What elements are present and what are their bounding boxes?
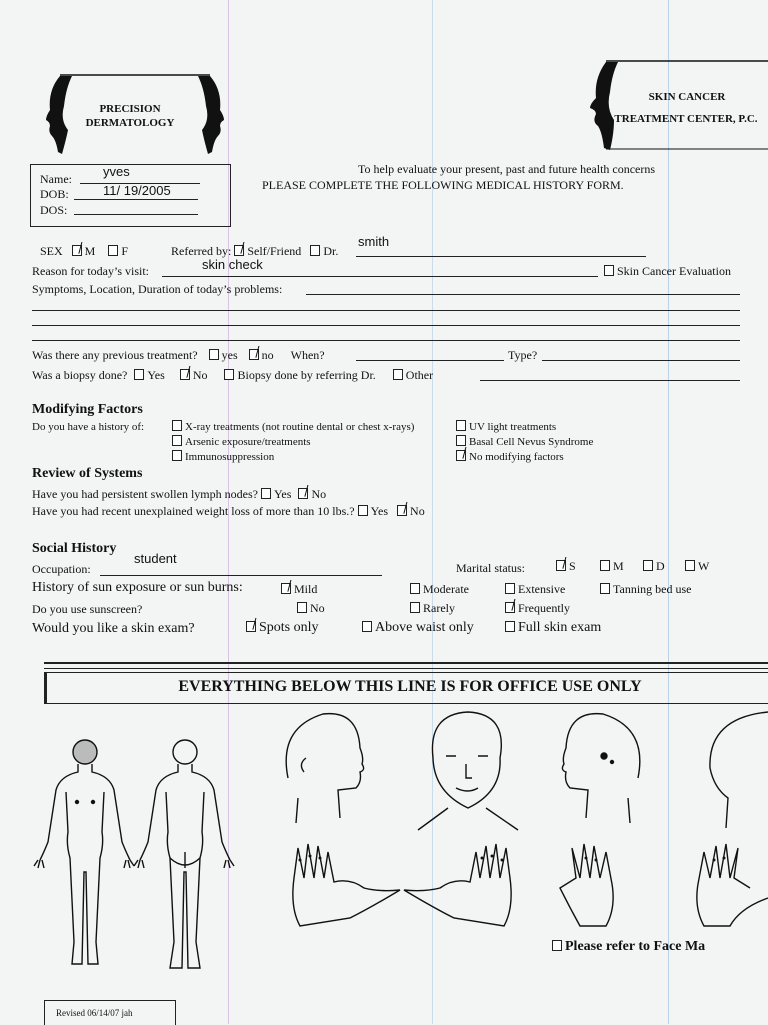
symptoms-line [32, 310, 740, 311]
dr-line [356, 256, 646, 257]
sun-tanning-checkbox[interactable] [600, 583, 610, 594]
lymph-no-label: No [311, 487, 327, 501]
exam-waist-checkbox[interactable] [362, 621, 372, 632]
reason-value[interactable]: skin check [202, 257, 263, 272]
marital-w-checkbox[interactable] [685, 560, 695, 571]
sunscreen-frequently [505, 601, 570, 616]
sex-row [40, 244, 128, 259]
immuno-label: Immunosuppression [185, 451, 275, 463]
prev-yes-label: yes [221, 348, 238, 362]
precision-dermatology-logo [40, 70, 230, 160]
no-modifying-label: No modifying factors [469, 451, 564, 463]
review-heading: Review of Systems [32, 466, 143, 481]
sunscreen-no-checkbox[interactable] [297, 602, 307, 613]
previous-treatment-label: Was there any previous treatment? [32, 348, 198, 362]
marital-label: Marital status: [456, 561, 525, 575]
exam-waist [362, 620, 474, 636]
occupation-value[interactable]: student [134, 551, 177, 566]
weight-yes-checkbox[interactable] [358, 505, 368, 516]
skin-cancer-center-logo [584, 56, 768, 152]
occupation-label: Occupation: [32, 562, 91, 576]
biopsy-other-label: Other [405, 368, 434, 382]
referred-label: Referred by: [171, 244, 232, 258]
xray-checkbox[interactable] [172, 420, 182, 431]
dos-line [74, 214, 198, 215]
sex-m-label: M [84, 244, 96, 258]
sunscreen-rarely [410, 601, 455, 616]
marital-d-checkbox[interactable] [643, 560, 653, 571]
modifying-question: Do you have a history of: [32, 421, 145, 433]
sunscreen-frequently-label: Frequently [518, 601, 570, 615]
symptoms-line [32, 325, 740, 326]
sun-mild-checkbox[interactable] [281, 583, 291, 594]
lymph-yes-label: Yes [273, 487, 292, 501]
marital-s [556, 559, 576, 574]
sunscreen-no-label: No [310, 601, 325, 615]
sunscreen-label: Do you use sunscreen? [32, 602, 143, 616]
sun-extensive-label: Extensive [518, 582, 566, 596]
sun-tanning [600, 582, 691, 597]
dos-label: DOS: [40, 203, 68, 217]
biopsy-other-line [480, 380, 740, 381]
hand-diagrams [280, 838, 768, 938]
marital-s-checkbox[interactable] [556, 560, 566, 571]
marital-d [643, 559, 665, 574]
marital-w-label: W [698, 559, 710, 573]
sun-tanning-label: Tanning bed use [613, 582, 692, 596]
lymph-no-checkbox[interactable] [298, 488, 308, 499]
exam-waist-label: Above waist only [375, 620, 474, 635]
previous-treatment-row [32, 348, 325, 363]
marital-m-label: M [613, 559, 624, 573]
prev-no-label: no [261, 348, 274, 362]
occupation-line [100, 575, 382, 576]
dr-label: Dr. [323, 244, 339, 258]
right-logo-line2: TREATMENT CENTER, P.C. [614, 113, 758, 125]
face-map-note [552, 939, 705, 955]
self-friend-label: Self/Friend [247, 244, 302, 258]
sun-mild-label: Mild [294, 582, 318, 596]
sun-mild [281, 582, 317, 597]
exam-spots-checkbox[interactable] [246, 621, 256, 632]
sex-m-checkbox[interactable] [72, 245, 82, 256]
name-value[interactable]: yves [103, 164, 130, 179]
marital-d-label: D [656, 559, 665, 573]
weight-no-label: No [410, 504, 425, 518]
self-friend-checkbox[interactable] [234, 245, 244, 256]
when-line [356, 360, 504, 361]
weight-yes-label: Yes [370, 504, 389, 518]
right-logo-line1: SKIN CANCER [648, 91, 726, 103]
biopsy-no-label: No [192, 368, 208, 382]
dr-value[interactable]: smith [358, 234, 390, 249]
sun-extensive [505, 582, 565, 597]
skin-cancer-eval-label: Skin Cancer Evaluation [617, 264, 731, 278]
marital-m-checkbox[interactable] [600, 560, 610, 571]
reason-line [162, 276, 598, 277]
biopsy-label: Was a biopsy done? [32, 368, 128, 382]
dob-label: DOB: [40, 187, 69, 201]
biopsy-other-checkbox[interactable] [393, 369, 403, 380]
when-label: When? [290, 348, 325, 362]
sun-extensive-checkbox[interactable] [505, 583, 515, 594]
head-diagrams [268, 708, 768, 838]
lymph-question: Have you had persistent swollen lymph nodes? [32, 487, 258, 501]
exam-label: Would you like a skin exam? [32, 621, 195, 636]
face-map-checkbox[interactable] [552, 940, 562, 951]
sunscreen-frequently-checkbox[interactable] [505, 602, 515, 613]
immuno-option [172, 450, 274, 463]
basal-label: Basal Cell Nevus Syndrome [469, 436, 594, 448]
exam-full [505, 620, 601, 636]
sex-f-label: F [121, 244, 129, 258]
sun-label: History of sun exposure or sun burns: [32, 580, 243, 595]
sunscreen-rarely-checkbox[interactable] [410, 602, 420, 613]
reason-label: Reason for today’s visit: [32, 264, 149, 278]
biopsy-referring-label: Biopsy done by referring Dr. [237, 368, 376, 382]
biopsy-no-checkbox[interactable] [180, 369, 190, 380]
face-map-label: Please refer to Face Ma [565, 939, 706, 954]
arsenic-option [172, 435, 311, 448]
lymph-row [32, 487, 326, 502]
weight-row [32, 504, 425, 519]
office-divider [44, 662, 768, 669]
intro-line1: To help evaluate your present, past and future health concerns [358, 162, 656, 176]
no-modifying-option [456, 450, 564, 463]
basal-checkbox[interactable] [456, 435, 466, 446]
revised-label: Revised 06/14/07 jah [56, 1008, 133, 1018]
office-banner: EVERYTHING BELOW THIS LINE IS FOR OFFICE USE ONLY [178, 678, 642, 695]
exam-full-checkbox[interactable] [505, 621, 515, 632]
basal-option [456, 435, 593, 448]
xray-option [172, 420, 414, 433]
left-logo-line2: DERMATOLOGY [85, 117, 175, 129]
intro-line2: PLEASE COMPLETE THE FOLLOWING MEDICAL HISTORY FORM. [262, 178, 624, 192]
sun-moderate-checkbox[interactable] [410, 583, 420, 594]
body-diagram [30, 732, 250, 977]
left-logo-line1: PRECISION [99, 103, 161, 115]
skin-cancer-eval-checkbox[interactable] [604, 265, 614, 276]
marital-w [685, 559, 709, 574]
dr-checkbox[interactable] [310, 245, 320, 256]
immuno-checkbox[interactable] [172, 450, 182, 461]
sunscreen-rarely-label: Rarely [423, 601, 455, 615]
biopsy-yes-label: Yes [147, 368, 165, 382]
modifying-heading: Modifying Factors [32, 402, 143, 417]
social-heading: Social History [32, 541, 117, 556]
sun-moderate-label: Moderate [423, 582, 469, 596]
uv-label: UV light treatments [469, 421, 557, 433]
prev-no-checkbox[interactable] [249, 349, 259, 360]
sun-moderate [410, 582, 469, 597]
uv-option [456, 420, 556, 433]
type-label: Type? [508, 348, 538, 362]
xray-label: X-ray treatments (not routine dental or chest x-rays) [185, 421, 415, 433]
biopsy-yes-checkbox[interactable] [134, 369, 144, 380]
sunscreen-no [297, 601, 325, 616]
type-line [542, 360, 740, 361]
exam-full-label: Full skin exam [518, 620, 602, 635]
sex-label: SEX [40, 244, 63, 258]
prev-yes-checkbox[interactable] [209, 349, 219, 360]
exam-spots-label: Spots only [259, 620, 319, 635]
biopsy-row [32, 368, 433, 383]
name-label: Name: [40, 172, 72, 186]
biopsy-referring-checkbox[interactable] [224, 369, 234, 380]
exam-spots [246, 620, 319, 636]
weight-no-checkbox[interactable] [397, 505, 407, 516]
sex-f-checkbox[interactable] [108, 245, 118, 256]
marital-s-label: S [569, 559, 576, 573]
arsenic-checkbox[interactable] [172, 435, 182, 446]
symptoms-line [306, 294, 740, 295]
skin-cancer-eval [604, 264, 731, 279]
arsenic-label: Arsenic exposure/treatments [185, 436, 311, 448]
dob-line [74, 199, 198, 200]
uv-checkbox[interactable] [456, 420, 466, 431]
no-modifying-checkbox[interactable] [456, 450, 466, 461]
symptoms-label: Symptoms, Location, Duration of today’s problems: [32, 282, 283, 296]
marital-m [600, 559, 624, 574]
symptoms-line [32, 340, 740, 341]
lymph-yes-checkbox[interactable] [261, 488, 271, 499]
weight-question: Have you had recent unexplained weight loss of more than 10 lbs.? [32, 504, 355, 518]
dob-value[interactable]: 11/ 19/2005 [103, 183, 171, 198]
